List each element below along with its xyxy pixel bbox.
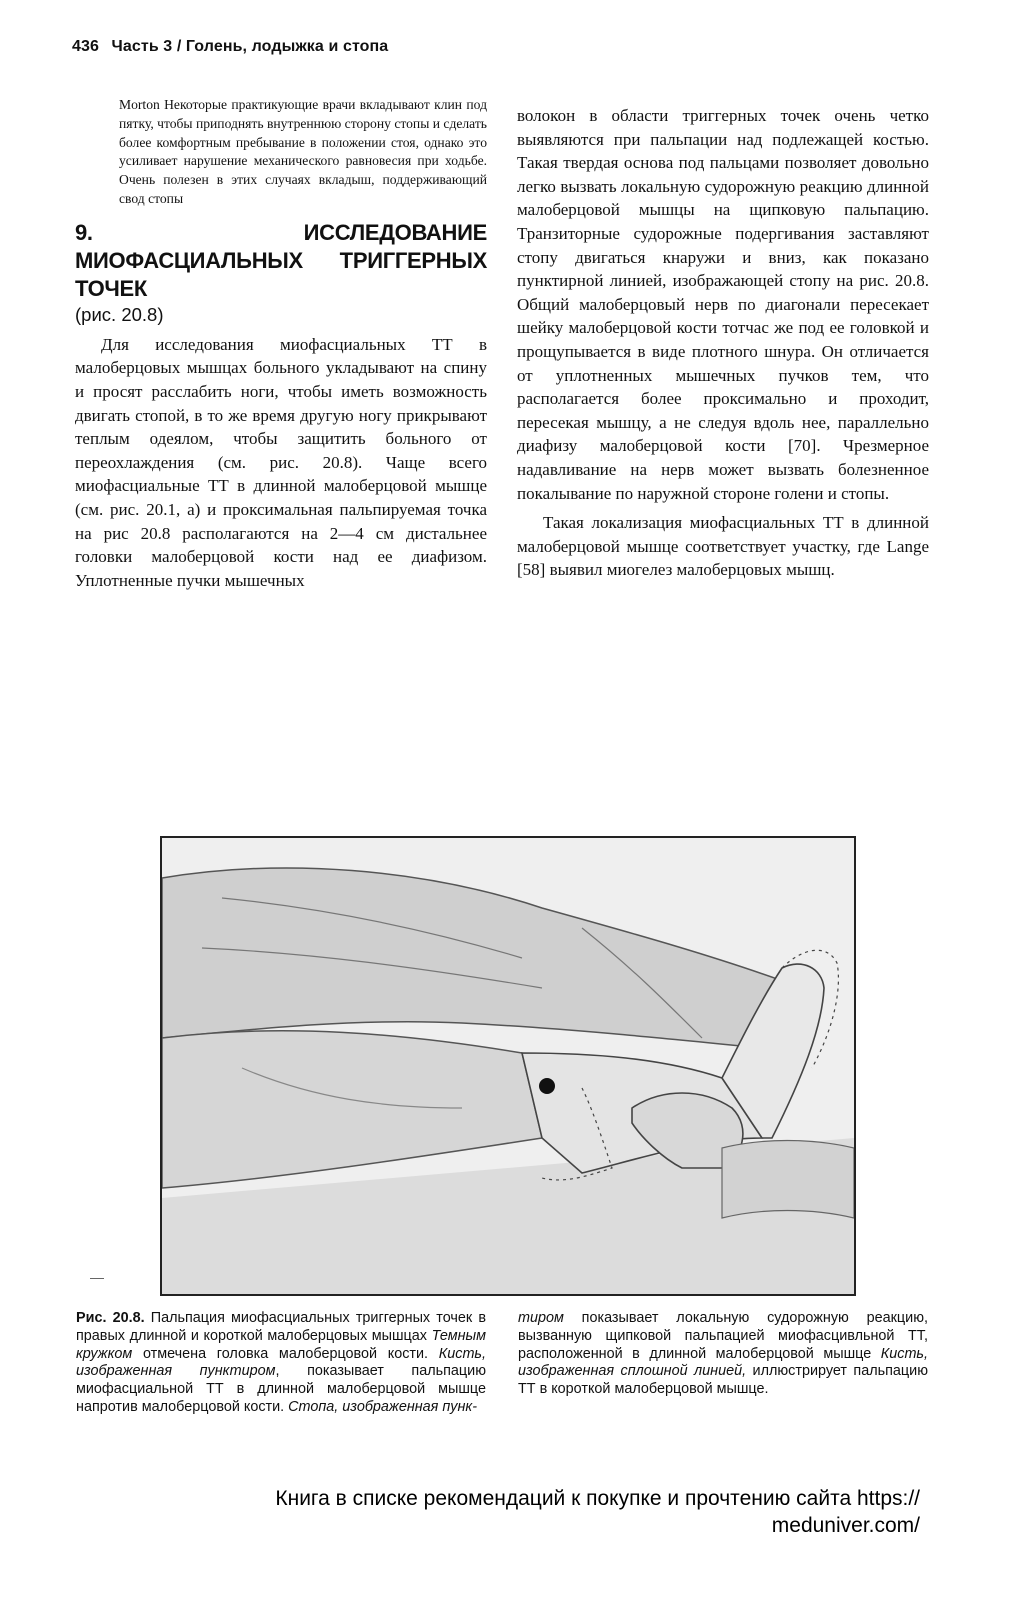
running-header — [72, 38, 388, 56]
section-subheading: (рис. 20.8) — [75, 303, 164, 325]
leg-palpation-drawing — [162, 838, 854, 1294]
left-column — [75, 96, 487, 592]
figure-caption-right — [518, 1310, 928, 1399]
figure-illustration — [160, 836, 856, 1296]
caption-italic-1: Темным кружком — [76, 1327, 486, 1362]
figure-dash-mark — [90, 1278, 104, 1279]
caption-italic-2: Кисть, изображенная пунктиром — [76, 1345, 486, 1380]
page-number: 436 — [72, 38, 99, 55]
footer-note — [120, 1485, 920, 1539]
caption-label: Рис. 20.8. — [76, 1310, 145, 1326]
caption-text-1: Пальпация миофасциальных триггерных точек в правых длинной и короткой малоберцовых мышцах — [76, 1310, 486, 1344]
header-title: Часть 3 / Голень, лодыжка и стопа — [111, 38, 389, 55]
caption-text-2: отмечена головка малоберцовой кости. — [132, 1345, 439, 1362]
figure-caption-left — [76, 1310, 486, 1417]
caption-italic-5: Кисть, изображенная сплошной линией, — [518, 1345, 928, 1380]
caption-italic-3: Стопа, изображенная пунк- — [288, 1398, 477, 1415]
body-paragraph: Для исследования миофасциальных ТТ в малоберцовых мышцах больного укладывают на спину и просят расслабить ноги, чтобы иметь возможность двигать стопой, в то же время другую ногу прикрывают теплым одеялом, чтобы защитить больного от переохлаждения (см. рис. 20.8). Чаще всего миофасциальные ТТ в длинной малоберцовой мышце (см. рис. 20.1, а) и проксимальная пальпируемая точка на рис 20.8 располагаются на 2—4 см дистальнее головки малоберцовой кости над ее диафизом. Уплотненные пучки мышечных — [75, 334, 487, 590]
caption-italic-4: тиром — [518, 1310, 564, 1326]
section-heading: 9. ИССЛЕДОВАНИЕ МИОФАСЦИАЛЬНЫХ ТРИГГЕРНЫХ ТОЧЕК — [75, 219, 487, 301]
right-column — [517, 104, 929, 582]
right-paragraph-1: волокон в области триггерных точек очень четко выявляются при пальпации над подлежащей костью. Такая твердая основа под пальцами позволяет довольно легко вызвать локальную судорожную реакцию длинной малоберцовой мышцы на щипковую пальпацию. Транзиторные судорожные подергивания заставляют стопу двигаться кнаружи и вниз, как показано пунктирной линией, изображающей стопу на рис. 20.8. Общий малоберцовый нерв по диагонали пересекает шейку малоберцовой кости тотчас же под ее головкой и прощупывается в виде плотного шнура. Он отличается от уплотненных мышечных пучков тем, что располагается более проксимально и проходит, пересекая мышцу, а не следуя вдоль нее, параллельно диафизу малоберцовой кости [70]. Чрезмерное надавливание на нерв может вызвать болезненное покалывание по наружной стороне голени и стопы. — [517, 106, 929, 503]
footer-line-1: Книга в списке рекомендаций к покупке и прочтению сайта https:// — [275, 1487, 920, 1510]
footer-line-2: meduniver.com/ — [771, 1514, 920, 1537]
caption-text-5: иллюстрирует пальпацию ТТ в короткой малоберцовой мышце. — [518, 1363, 928, 1398]
right-paragraph-2: Такая локализация миофасциальных ТТ в длинной малоберцовой мышце соответствует участку, где Lange [58] выявил миогелез малоберцовых мышц. — [517, 513, 929, 580]
note-paragraph: Morton Некоторые практикующие врачи вкладывают клин под пятку, чтобы приподнять внутреннюю сторону стопы и сделать более комфортным пребывание в положении стоя, однако это усиливает нарушение механического равновесия при ходьбе. Очень полезен в этих случаях вкладыш, поддерживающий свод стопы — [119, 97, 487, 206]
caption-text-4: показывает локальную судорожную реакцию, вызванную щипковой пальпацией миофасцивльной ТТ, расположенной в длинной малоберцовой мышце — [518, 1310, 928, 1362]
caption-text-3: , показывает пальпацию миофасциальной ТТ в длинной малоберцовой мышце напротив малоберцовой кости. — [76, 1363, 486, 1415]
